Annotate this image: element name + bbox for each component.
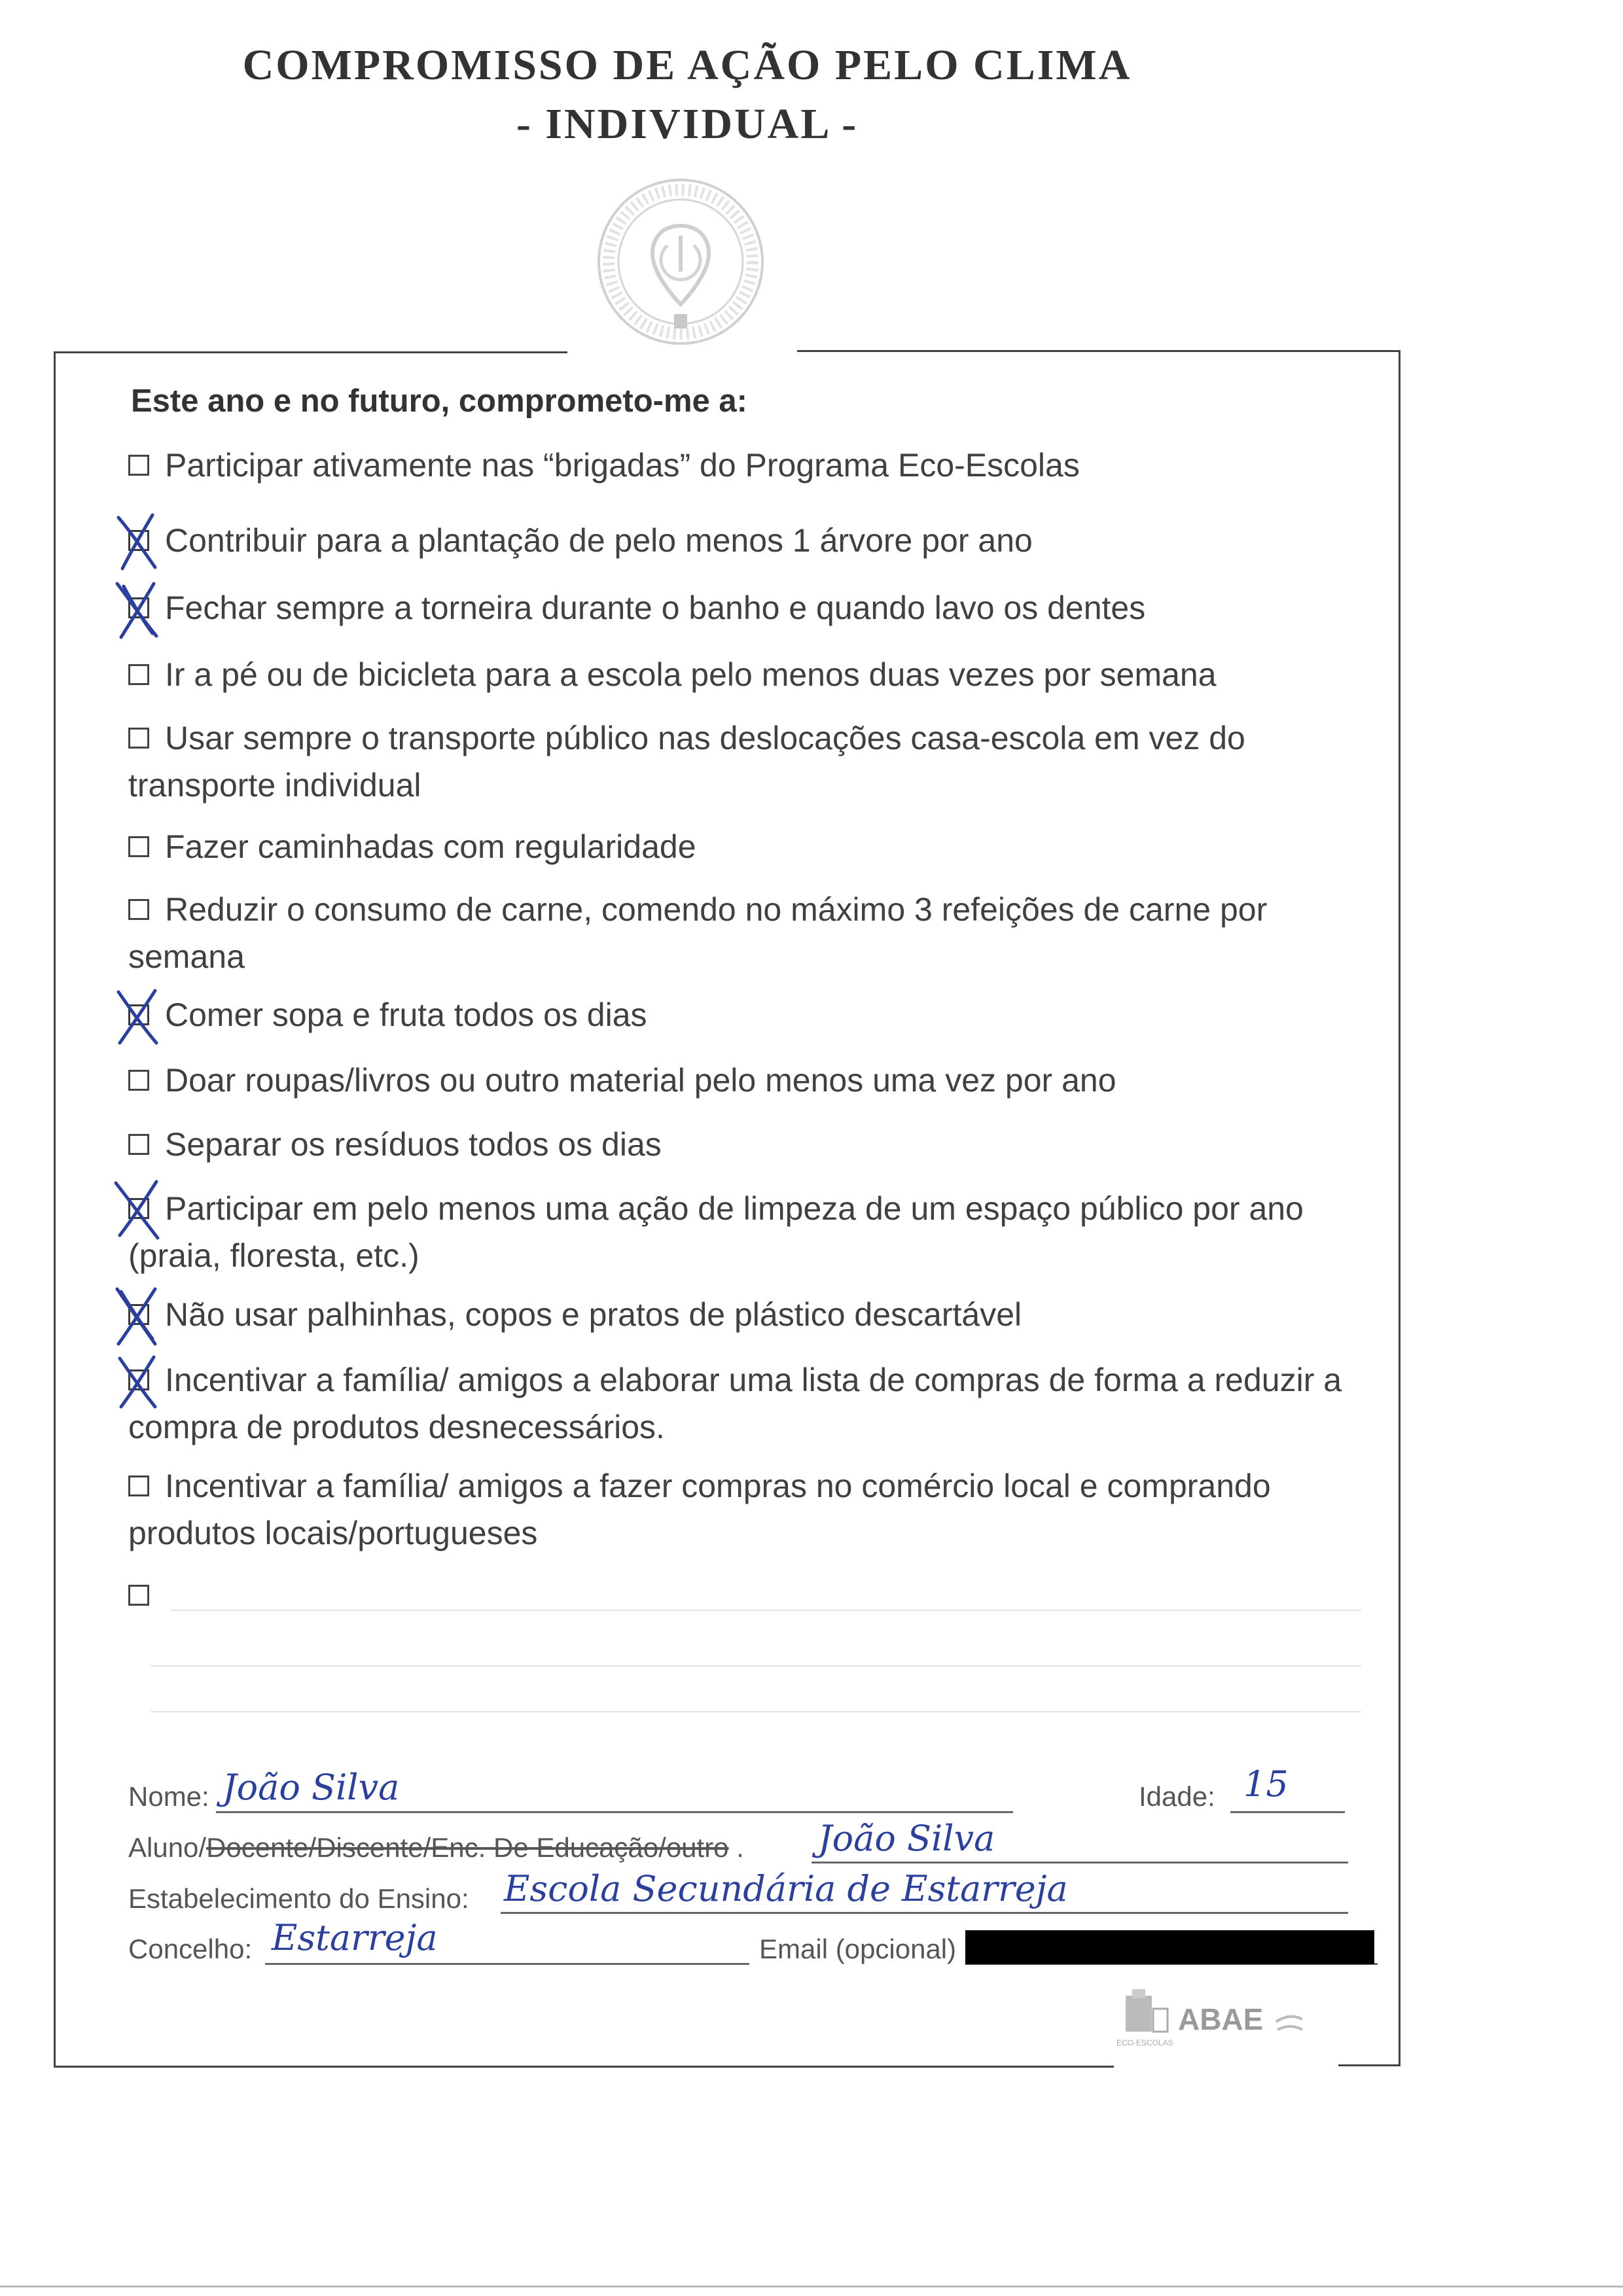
checkbox-checked[interactable] (128, 530, 149, 551)
blank-line (151, 1711, 1361, 1712)
item-text: Reduzir o consumo de carne, comendo no máximo 3 refeições de carne por semana (128, 891, 1268, 975)
nome-value[interactable]: João Silva (223, 1767, 400, 1808)
handwritten-x-icon (115, 987, 167, 1046)
aluno-value[interactable]: João Silva (818, 1818, 995, 1859)
handwritten-x-icon (115, 512, 167, 571)
aluno-label-prefix: Aluno/ (128, 1832, 207, 1863)
frame-top-right (797, 350, 1400, 352)
commitment-heading: Este ano e no futuro, comprometo-me a: (131, 383, 747, 419)
document-title-line2: - INDIVIDUAL - (516, 100, 859, 148)
email-redaction (965, 1930, 1374, 1964)
commitment-item (128, 1462, 1359, 1557)
aluno-label (128, 1832, 744, 1863)
frame-right (1399, 350, 1400, 2064)
item-text: Participar ativamente nas “brigadas” do Programa Eco-Escolas (165, 447, 1080, 484)
checkbox[interactable] (128, 836, 149, 857)
checkbox-checked[interactable] (128, 1198, 149, 1219)
blank-line (170, 1610, 1361, 1611)
checkbox[interactable] (128, 1134, 149, 1155)
abae-logo-text: ABAE (1178, 2002, 1264, 2036)
concelho-label: Concelho: (128, 1934, 253, 1964)
commitment-item (128, 517, 1359, 564)
item-text: Incentivar a família/ amigos a fazer compras no comércio local e comprando produtos locais/portugueses (128, 1468, 1271, 1551)
frame-bottom-left (54, 2066, 1114, 2068)
handwritten-x-icon (115, 1286, 167, 1345)
nome-label: Nome: (128, 1781, 209, 1812)
checkbox-checked[interactable] (128, 1369, 149, 1390)
checkbox[interactable] (128, 664, 149, 685)
commitment-item (128, 584, 1359, 631)
abae-logo-icon (1113, 1983, 1335, 2055)
estabelecimento-underline (501, 1912, 1348, 1914)
item-text: Contribuir para a plantação de pelo menos 1 árvore por ano (165, 522, 1033, 559)
checkbox[interactable] (128, 728, 149, 749)
handwritten-x-icon (115, 1352, 167, 1411)
idade-label: Idade: (1139, 1781, 1215, 1812)
concelho-value[interactable]: Estarreja (272, 1917, 438, 1958)
frame-bottom-right (1338, 2064, 1400, 2066)
commitment-item (128, 651, 1359, 698)
blank-line (151, 1665, 1361, 1667)
checkbox[interactable] (128, 1070, 149, 1091)
checkbox-checked[interactable] (128, 597, 149, 618)
handwritten-x-icon (115, 580, 167, 639)
item-text: Fazer caminhadas com regularidade (165, 828, 696, 865)
checkbox[interactable] (128, 455, 149, 476)
aluno-label-suffix: . (728, 1832, 744, 1863)
commitment-item (128, 442, 1359, 489)
idade-underline (1230, 1811, 1345, 1813)
document-title-line1: COMPROMISSO DE AÇÃO PELO CLIMA (242, 41, 1132, 89)
idade-value[interactable]: 15 (1243, 1763, 1289, 1805)
frame-top-left (54, 351, 567, 353)
checkbox[interactable] (128, 1585, 149, 1606)
commitment-item (128, 715, 1359, 809)
commitment-item-blank (128, 1572, 1359, 1619)
aluno-label-struck: Docente/Discente/Enc. De Educação/outro (206, 1832, 729, 1863)
item-text: Participar em pelo menos uma ação de limpeza de um espaço público por ano (praia, floresta, etc.) (128, 1190, 1304, 1274)
commitment-item (128, 1057, 1359, 1104)
item-text: Doar roupas/livros ou outro material pelo menos uma vez por ano (165, 1062, 1116, 1099)
commitment-item (128, 1291, 1359, 1338)
commitment-item (128, 1185, 1359, 1279)
handwritten-x-icon (115, 1180, 167, 1239)
commitment-item (128, 886, 1359, 980)
nome-underline (216, 1811, 1013, 1813)
commitment-item (128, 823, 1359, 870)
concelho-underline (265, 1963, 749, 1965)
commitment-item (128, 991, 1359, 1038)
seal-stamp-icon (569, 164, 792, 360)
item-text: Usar sempre o transporte público nas deslocações casa-escola em vez do transporte individual (128, 720, 1245, 804)
email-label: Email (opcional) (759, 1934, 957, 1964)
item-text: Ir a pé ou de bicicleta para a escola pelo menos duas vezes por semana (165, 656, 1217, 693)
item-text: Incentivar a família/ amigos a elaborar uma lista de compras de forma a reduzir a compra de produtos desnecessários. (128, 1362, 1342, 1445)
item-text: Comer sopa e fruta todos os dias (165, 997, 647, 1033)
estabelecimento-label: Estabelecimento do Ensino: (128, 1883, 469, 1914)
frame-left (54, 351, 56, 2068)
checkbox[interactable] (128, 1475, 149, 1496)
commitment-item (128, 1356, 1359, 1451)
estabelecimento-value[interactable]: Escola Secundária de Estarreja (504, 1868, 1068, 1909)
item-text: Fechar sempre a torneira durante o banho e quando lavo os dentes (165, 590, 1146, 626)
item-text: Não usar palhinhas, copos e pratos de plástico descartável (165, 1296, 1022, 1333)
commitment-item (128, 1121, 1359, 1168)
checkbox-checked[interactable] (128, 1304, 149, 1325)
item-text: Separar os resíduos todos os dias (165, 1126, 662, 1163)
checkbox-checked[interactable] (128, 1004, 149, 1025)
abae-logo-subtext: ECO-ESCOLAS (1116, 2038, 1173, 2047)
aluno-underline (812, 1862, 1348, 1863)
checkbox[interactable] (128, 899, 149, 920)
scan-edge-line (0, 2286, 1623, 2287)
